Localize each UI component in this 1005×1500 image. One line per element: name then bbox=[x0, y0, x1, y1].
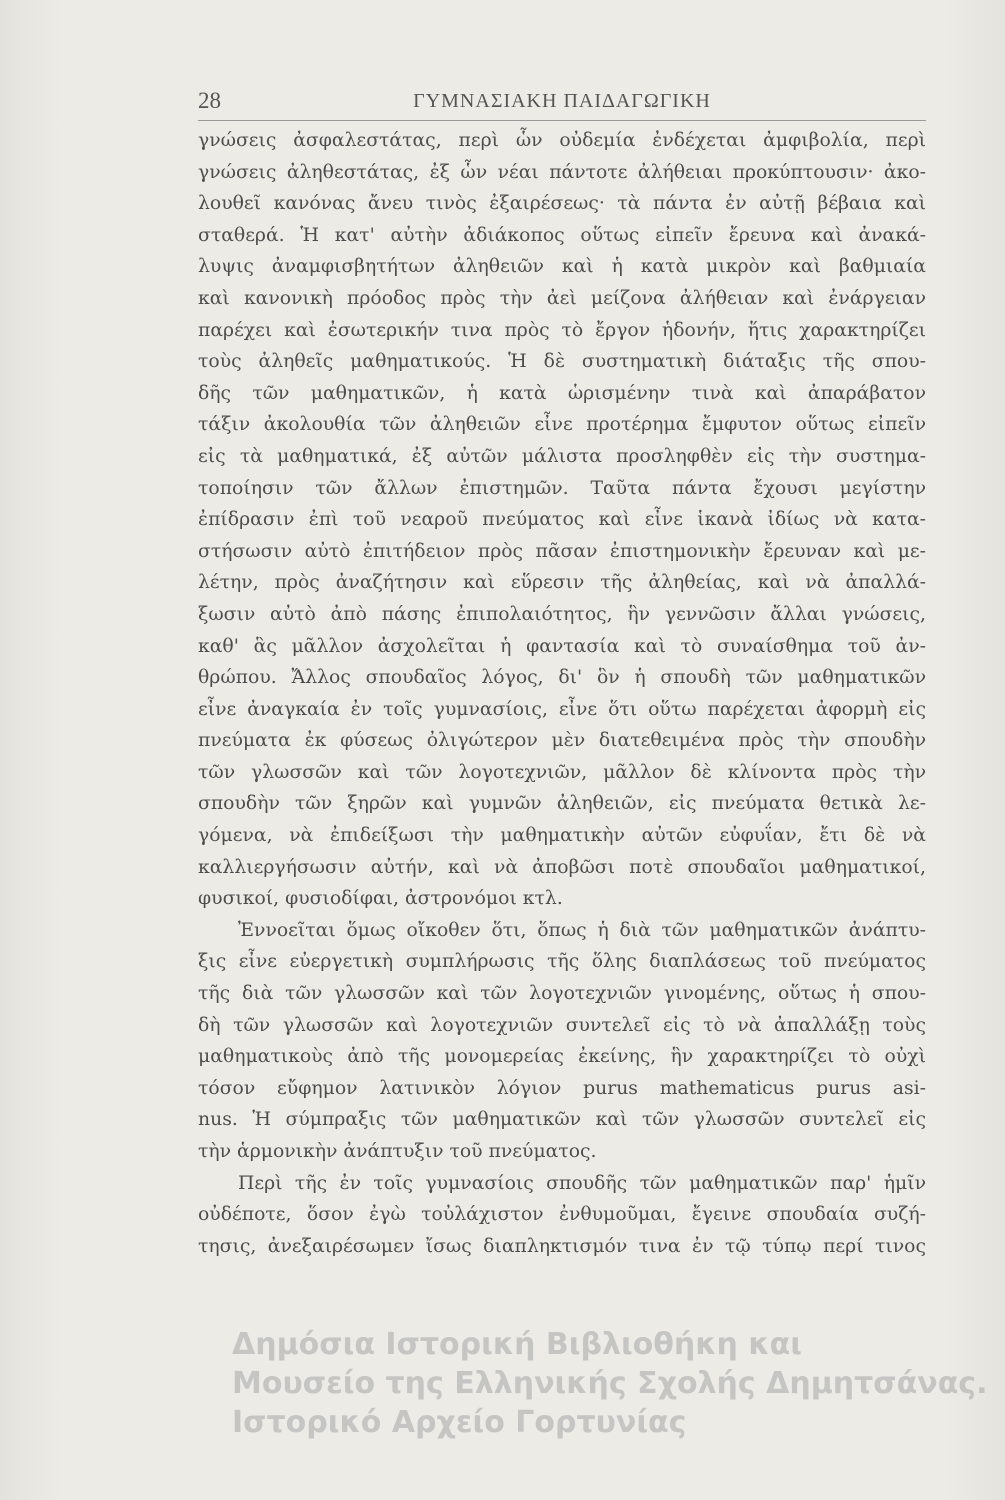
text-line: μαθηματικοὺς ἀπὸ τῆς μονομερείας ἐκείνης, ἣν χαρακτηρίζει τὸ οὐχὶ bbox=[198, 1046, 926, 1068]
text-line: τῶν γλωσσῶν καὶ τῶν λογοτεχνιῶν, μᾶλλον δὲ κλίνοντα πρὸς τὴν bbox=[198, 761, 926, 783]
text-line: θρώπου. Ἄλλος σπουδαῖος λόγος, δι' ὃν ἡ σπουδὴ τῶν μαθηματικῶν bbox=[198, 667, 926, 689]
text-line: ξις εἶνε εὐεργετικὴ συμπλήρωσις τῆς ὅλης διαπλάσεως τοῦ πνεύματος bbox=[198, 951, 926, 973]
text-line: πνεύματα ἐκ φύσεως ὀλιγώτερον μὲν διατεθειμένα πρὸς τὴν σπουδὴν bbox=[198, 730, 926, 752]
text-line: καλλιεργήσωσιν αὐτήν, καὶ νὰ ἀποβῶσι ποτὲ σπουδαῖοι μαθηματικοί, bbox=[198, 856, 926, 878]
text-line: τάξιν ἀκολουθία τῶν ἀληθειῶν εἶνε προτέρημα ἔμφυτον οὕτως εἰπεῖν bbox=[198, 414, 926, 436]
text-line: τοποίησιν τῶν ἄλλων ἐπιστημῶν. Ταῦτα πάντα ἔχουσι μεγίστην bbox=[198, 477, 926, 499]
text-line: εἰς τὰ μαθηματικά, ἐξ αὐτῶν μάλιστα προσληφθὲν εἰς τὴν συστημα- bbox=[198, 445, 926, 467]
text-line: σταθερά. Ἡ κατ' αὐτὴν ἀδιάκοπος οὕτως εἰπεῖν ἔρευνα καὶ ἀνακά- bbox=[198, 224, 926, 246]
text-line: ξωσιν αὐτὸ ἀπὸ πάσης ἐπιπολαιότητος, ἣν γεννῶσιν ἄλλαι γνώσεις, bbox=[198, 603, 926, 625]
body-text bbox=[198, 125, 926, 1262]
text-line: παρέχει καὶ ἐσωτερικήν τινα πρὸς τὸ ἔργον ἡδονήν, ἥτις χαρακτηρίζει bbox=[198, 319, 926, 341]
watermark-line: Ιστορικό Αρχείο Γορτυνίας bbox=[232, 1405, 687, 1440]
text-line: εἶνε ἀναγκαία ἐν τοῖς γυμνασίοις, εἶνε ὅτι οὕτω παρέχεται ἀφορμὴ εἰς bbox=[198, 698, 926, 720]
watermark-line: Μουσείο της Ελληνικής Σχολής Δημητσάνας. bbox=[232, 1366, 988, 1401]
text-line: ἐπίδρασιν ἐπὶ τοῦ νεαροῦ πνεύματος καὶ εἶνε ἱκανὰ ἰδίως νὰ κατα- bbox=[198, 509, 926, 531]
text-line: καὶ κανονικὴ πρόοδος πρὸς τὴν ἀεὶ μείζονα ἀλήθειαν καὶ ἐνάργειαν bbox=[198, 287, 926, 309]
text-line: δῆς τῶν μαθηματικῶν, ἡ κατὰ ὡρισμένην τινὰ καὶ ἀπαράβατον bbox=[198, 382, 926, 404]
text-line: στήσωσιν αὐτὸ ἐπιτήδειον πρὸς πᾶσαν ἐπιστημονικὴν ἔρευναν καὶ με- bbox=[198, 540, 926, 562]
text-line: τόσον εὔφημον λατινικὸν λόγιον purus mathematicus purus asi- bbox=[198, 1077, 926, 1099]
text-line: γόμενα, νὰ ἐπιδείξωσι τὴν μαθηματικὴν αὐτῶν εὐφυΐαν, ἔτι δὲ νὰ bbox=[198, 825, 926, 847]
paragraph-start-line: Περὶ τῆς ἐν τοῖς γυμνασίοις σπουδῆς τῶν μαθηματικῶν παρ' ἡμῖν bbox=[238, 1172, 926, 1194]
text-line: nus. Ἡ σύμπραξις τῶν μαθηματικῶν καὶ τῶν γλωσσῶν συντελεῖ εἰς bbox=[198, 1109, 926, 1131]
text-line: τῆς διὰ τῶν γλωσσῶν καὶ τῶν λογοτεχνιῶν γινομένης, οὕτως ἡ σπου- bbox=[198, 983, 926, 1005]
text-line: γνώσεις ἀληθεστάτας, ἐξ ὧν νέαι πάντοτε ἀλήθειαι προκύπτουσιν· ἀκο- bbox=[198, 161, 926, 183]
running-title: ΓΥΜΝΑΣΙΑΚΗ ΠΑΙΔΑΓΩΓΙΚΗ bbox=[413, 90, 711, 112]
watermark-line: Δημόσια Ιστορική Βιβλιοθήκη και bbox=[232, 1327, 802, 1362]
paragraph-end-line: τὴν ἁρμονικὴν ἀνάπτυξιν τοῦ πνεύματος. bbox=[198, 1141, 597, 1162]
text-line: γνώσεις ἀσφαλεστάτας, περὶ ὧν οὐδεμία ἐνδέχεται ἀμφιβολία, περὶ bbox=[198, 130, 926, 151]
text-line: τησις, ἀνεξαιρέσωμεν ἴσως διαπληκτισμόν τινα ἐν τῷ τύπῳ περί τινος bbox=[198, 1235, 926, 1257]
page-number: 28 bbox=[198, 88, 221, 113]
text-line: τοὺς ἀληθεῖς μαθηματικούς. Ἡ δὲ συστηματικὴ διάταξις τῆς σπου- bbox=[198, 351, 926, 373]
paragraph-start-line: Ἐννοεῖται ὅμως οἴκοθεν ὅτι, ὅπως ἡ διὰ τῶν μαθηματικῶν ἀνάπτυ- bbox=[238, 919, 926, 941]
text-line: λουθεῖ κανόνας ἄνευ τινὸς ἐξαιρέσεως· τὰ πάντα ἐν αὐτῇ βέβαια καὶ bbox=[198, 193, 926, 215]
text-line: λυψις ἀναμφισβητήτων ἀληθειῶν καὶ ἡ κατὰ μικρὸν καὶ βαθμιαία bbox=[198, 256, 926, 278]
library-watermark bbox=[232, 1325, 988, 1442]
text-line: δὴ τῶν γλωσσῶν καὶ λογοτεχνιῶν συντελεῖ εἰς τὸ νὰ ἀπαλλάξῃ τοὺς bbox=[198, 1014, 926, 1036]
text-line: οὐδέποτε, ὅσον ἐγὼ τοὐλάχιστον ἐνθυμοῦμαι, ἔγεινε σπουδαία συζή- bbox=[198, 1204, 926, 1226]
paragraph-end-line: φυσικοί, φυσιοδίφαι, ἀστρονόμοι κτλ. bbox=[198, 888, 563, 910]
text-line: σπουδὴν τῶν ξηρῶν καὶ γυμνῶν ἀληθειῶν, εἰς πνεύματα θετικὰ λε- bbox=[198, 793, 926, 815]
text-line: καθ' ἃς μᾶλλον ἀσχολεῖται ἡ φαντασία καὶ τὸ συναίσθημα τοῦ ἀν- bbox=[198, 635, 926, 657]
text-line: λέτην, πρὸς ἀναζήτησιν καὶ εὕρεσιν τῆς ἀληθείας, καὶ νὰ ἀπαλλά- bbox=[198, 572, 926, 594]
page-header bbox=[198, 86, 926, 121]
